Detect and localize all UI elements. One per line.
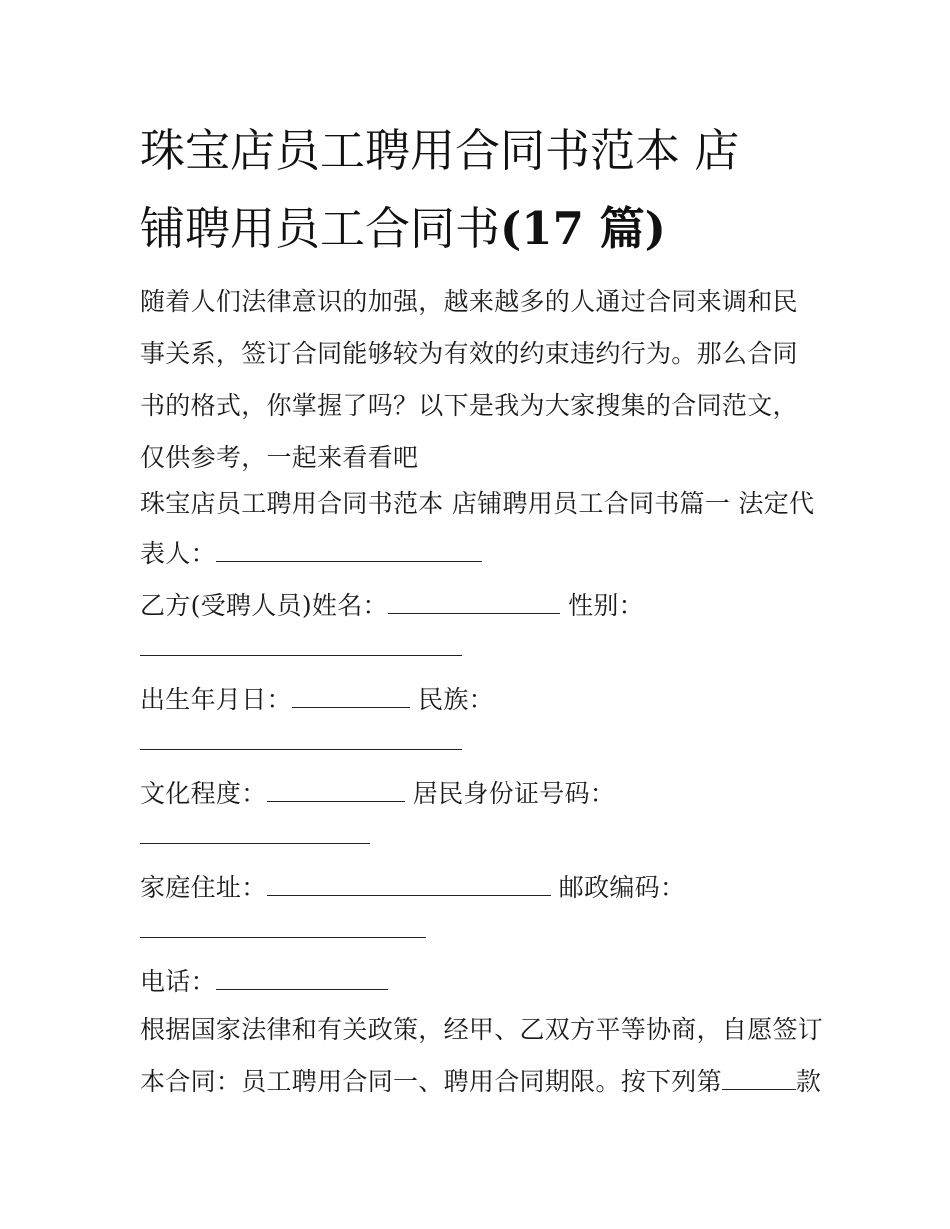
birth-label: 出生年月日：	[140, 685, 292, 714]
name-gender-row	[140, 586, 840, 626]
closing-text-2-suffix: 款	[795, 1067, 822, 1096]
education-blank[interactable]	[267, 775, 405, 802]
closing-line-1	[140, 1010, 840, 1050]
id-number-blank[interactable]	[140, 817, 370, 844]
phone-row	[140, 962, 840, 1002]
title-line-2: 铺聘用员工合同书	[140, 202, 501, 255]
ethnicity-blank-row	[140, 722, 840, 762]
id-blank-row	[140, 816, 840, 856]
closing-text-2: 本合同：员工聘用合同一、聘用合同期限。按下列第	[140, 1067, 722, 1096]
document-title	[140, 112, 830, 268]
ethnicity-blank[interactable]	[140, 723, 462, 750]
closing-text-1: 根据国家法律和有关政策，经甲、乙双方平等协商，自愿签订	[140, 1015, 824, 1044]
postcode-label: 邮政编码：	[558, 873, 686, 902]
closing-line-2	[140, 1062, 840, 1102]
gender-blank-row	[140, 628, 840, 668]
intro-paragraph: 随着人们法律意识的加强，越来越多的人通过合同来调和民事关系，签订合同能够较为有效的约束违约行为。那么合同书的格式，你掌握了吗？以下是我为大家搜集的合同范文，仅供参考，一起来看看吧	[140, 287, 798, 472]
name-label: 乙方(受聘人员)姓名：	[140, 591, 388, 620]
section-heading: 珠宝店员工聘用合同书范本 店铺聘用员工合同书篇一 法定代	[140, 489, 815, 518]
address-postcode-row	[140, 868, 840, 908]
name-blank[interactable]	[388, 587, 560, 614]
birth-ethnicity-row	[140, 680, 840, 720]
phone-blank[interactable]	[216, 963, 388, 990]
legal-representative-row	[140, 534, 840, 574]
address-label: 家庭住址：	[140, 873, 267, 902]
clause-number-blank[interactable]	[722, 1063, 796, 1090]
address-blank[interactable]	[267, 869, 551, 896]
legal-representative-label: 表人：	[140, 539, 216, 568]
postcode-blank-row	[140, 910, 840, 950]
ethnicity-label: 民族：	[418, 685, 494, 714]
postcode-blank[interactable]	[140, 911, 426, 938]
title-line-1: 珠宝店员工聘用合同书范本 店	[140, 124, 740, 177]
education-label: 文化程度：	[140, 779, 267, 808]
title-count: (17 篇)	[500, 202, 666, 255]
gender-label: 性别：	[568, 591, 644, 620]
legal-representative-blank[interactable]	[216, 535, 482, 562]
section-heading-line-1	[140, 484, 840, 524]
id-number-label: 居民身份证号码：	[412, 779, 616, 808]
phone-label: 电话：	[140, 967, 216, 996]
education-id-row	[140, 774, 840, 814]
birth-blank[interactable]	[292, 681, 410, 708]
gender-blank[interactable]	[140, 629, 462, 656]
